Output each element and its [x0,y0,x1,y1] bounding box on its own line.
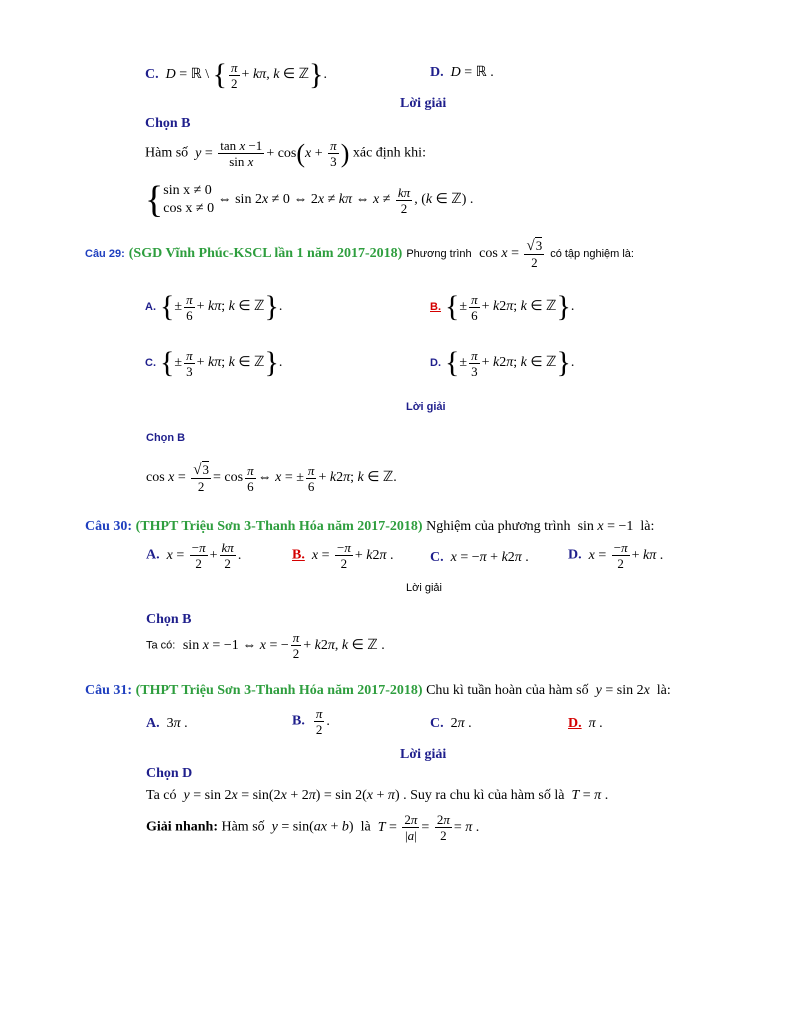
q30-taco: Ta có: [146,639,176,652]
q30-text: Nghiệm của phương trình [426,519,571,534]
q30-option-d-label: D. [568,547,582,563]
q30-chon: Chọn B [146,612,192,627]
q31-line1-prefix: Ta có [146,788,177,803]
prev-hamso-prefix: Hàm số [145,145,189,161]
q30-loigiai: Lời giải [406,582,442,594]
q31-text: Chu kì tuần hoàn của hàm số [426,683,589,698]
q30-text-end: là: [640,519,655,534]
prev-option-d-math: D = ℝ . [450,65,494,80]
q31-equation: y = sin 2x [595,683,650,698]
q31-option-c-label: C. [430,716,444,731]
q30-label: Câu 30: [85,519,133,534]
prev-hamso-suffix: xác định khi: [352,145,426,161]
q31-option-a[interactable]: A. 3π . [146,716,188,731]
prev-hamso-math: y = $\frac{\text{tan x −1}}{\text{sin x}}$ + cos(x + $\frac{\pi}{3}$ ) [195,138,350,169]
q31-option-d[interactable]: D. π . [568,716,603,731]
q30-option-a-label: A. [146,547,160,563]
q30-equation: sin x = −1 [574,519,637,534]
q31-text-end: là: [656,683,671,698]
q31-option-a-label: A. [146,716,160,731]
q30-option-a[interactable]: A. x = $\frac{-\pi}{2}$ + $\frac{k\pi}{2}$ . [146,540,242,571]
q31-option-b[interactable]: B. $\frac{\pi}{2}$ . [292,706,330,737]
q31-header [85,683,671,699]
prev-system-line: { sin x ≠ 0 cos x ≠ 0 ⇔ sin 2x ≠ 0 ⇔ 2x ≠ kπ ⇔ x ≠ $\frac{k\pi}{2}$ , (k ∈ ℤ) . [145,179,474,221]
q30-source: (THPT Triệu Sơn 3-Thanh Hóa năm 2017-2018) [135,519,423,534]
q31-gn-text: Hàm số [221,819,265,835]
q29-solution: cos x = $\frac{√3}{2}$ = cos $\frac{\pi}{6}$ ⇔ x = ± $\frac{\pi}{6}$ + k2π; k ∈ ℤ. [146,462,397,494]
q31-option-d-label: D. [568,716,582,731]
q29-option-d-label: D. [430,357,441,370]
q29-option-c[interactable]: C. {± $\frac{\pi}{3}$ + kπ; k ∈ ℤ}. [145,346,283,379]
q29-equation: cos x = $\frac{√3}{2}$ [475,238,543,270]
prev-chon: Chọn B [145,116,191,131]
q31-option-b-label: B. [292,713,305,729]
prev-system-line1: sin x ≠ 0 [163,183,212,198]
prev-hamso-line [145,138,426,169]
q30-solution: Ta có: sin x = −1 ⇔ x = − $\frac{\pi}{2}$ + k2π, k ∈ ℤ . [146,630,385,661]
prev-option-c [145,58,327,92]
prev-loigiai: Lời giải [400,96,447,111]
q29-option-c-label: C. [145,357,156,370]
prev-system-rest: ⇔ sin 2x ≠ 0 ⇔ 2x ≠ kπ ⇔ x ≠ $\frac{k\pi}{2}$ , (k ∈ ℤ) . [217,184,474,216]
q29-label: Câu 29: [85,248,125,261]
q29-loigiai: Lời giải [406,401,446,413]
q29-chon: Chọn B [146,432,186,444]
q29-option-a-label: A. [145,301,156,314]
prev-option-c-math: D = ℝ \ { $\frac{\pi}{2}$ + kπ, k ∈ ℤ}. [165,58,327,91]
q29-text-end: có tập nghiệm là: [550,248,634,261]
prev-option-d [430,64,494,81]
q31-loigiai: Lời giải [400,747,447,762]
q30-option-b[interactable]: B. x = $\frac{-\pi}{2}$ + k2π . [292,540,394,571]
q30-option-d[interactable]: D. x = $\frac{-\pi}{2}$ + kπ . [568,540,664,571]
prev-option-d-label: D. [430,65,444,80]
q30-option-c-label: C. [430,550,444,565]
q30-option-b-label: B. [292,547,305,563]
q31-chon: Chọn D [146,766,193,781]
q31-option-c[interactable]: C. 2π . [430,716,472,731]
q31-gn-la: là [360,819,371,835]
q30-option-c[interactable]: C. x = −π + k2π . [430,550,529,565]
q31-solution-line1: Ta có y = sin 2x = sin(2x + 2π) = sin 2(x + π) . Suy ra chu kì của hàm số là T = π . [146,788,609,803]
q29-option-d[interactable]: D. {± $\frac{\pi}{3}$ + k2π; k ∈ ℤ}. [430,346,575,379]
q29-option-a[interactable]: A. {± $\frac{\pi}{6}$ + kπ; k ∈ ℤ}. [145,290,283,323]
q29-option-b[interactable]: B. {± $\frac{\pi}{6}$ + k2π; k ∈ ℤ}. [430,290,575,323]
q29-text: Phương trình [406,248,472,261]
q31-label: Câu 31: [85,683,133,698]
q30-header [85,519,654,535]
q29-header [85,238,634,270]
q31-gn-label: Giải nhanh: [146,819,218,835]
q31-line1-suffix: . Suy ra chu kì của hàm số là [403,788,565,803]
q31-source: (THPT Triệu Sơn 3-Thanh Hóa năm 2017-2018) [135,683,423,698]
q31-giai-nhanh: Giải nhanh: Hàm số y = sin(ax + b) là T = $\frac{2\pi}{|a|}$ = $\frac{2\pi}{2}$ = π . [146,812,480,843]
q29-option-b-label: B. [430,301,441,314]
prev-option-c-label: C. [145,67,159,83]
prev-system-line2: cos x ≠ 0 [163,201,215,216]
q29-source: (SGD Vĩnh Phúc-KSCL lần 1 năm 2017-2018) [128,246,403,262]
